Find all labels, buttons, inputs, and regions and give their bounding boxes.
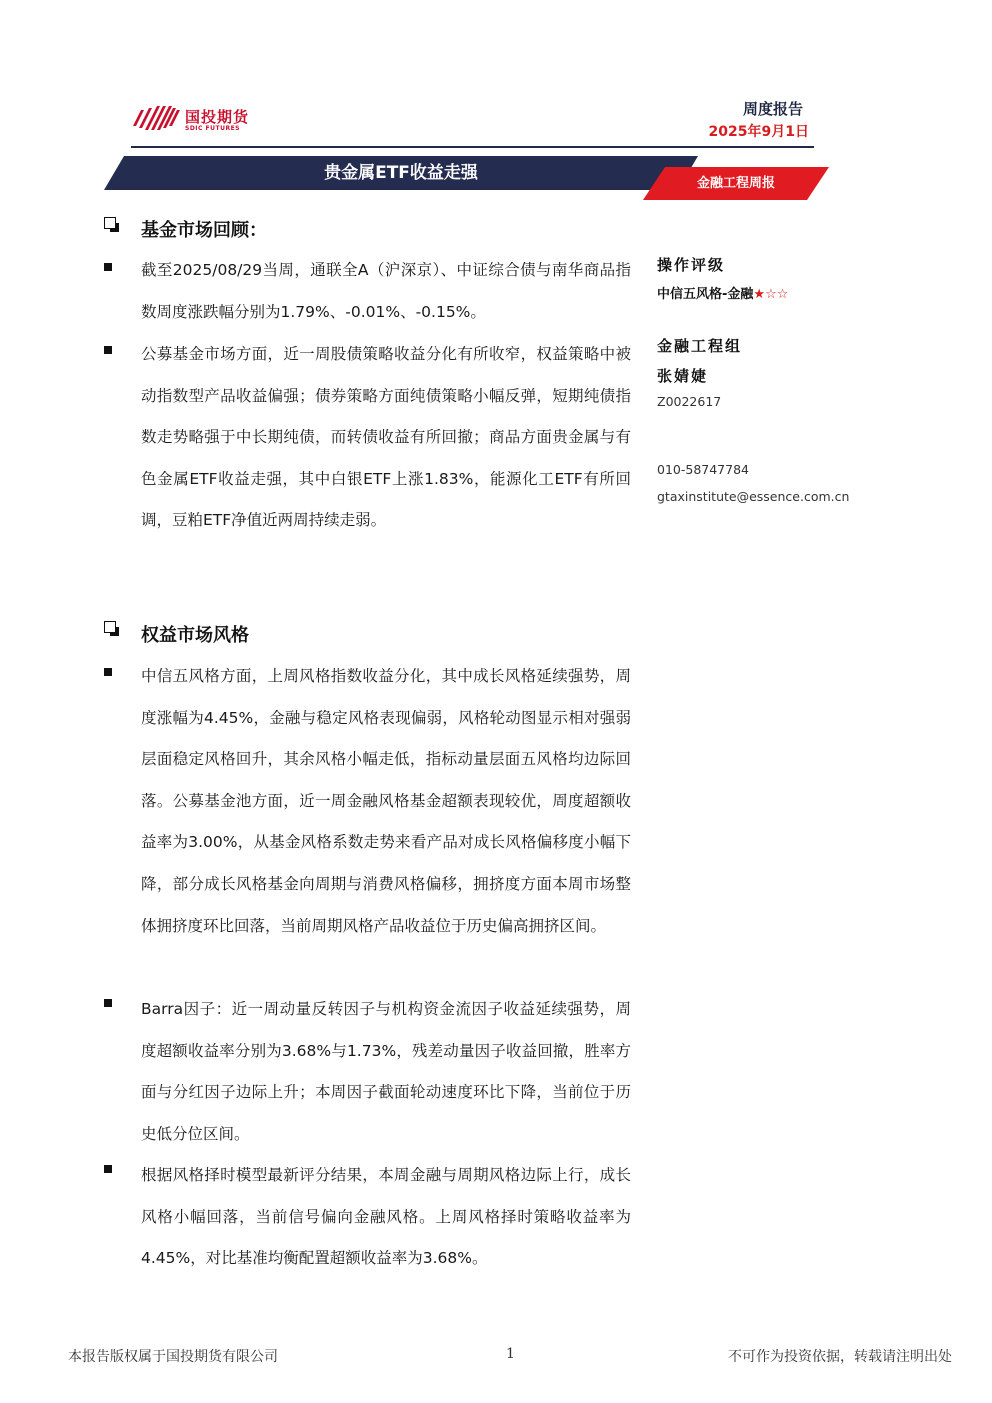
rating-line bbox=[657, 283, 788, 302]
logo-name: 国投期货 bbox=[185, 108, 250, 126]
rating-heading: 操作评级 bbox=[657, 256, 726, 274]
company-logo bbox=[133, 104, 283, 136]
logo-mark-icon bbox=[133, 106, 181, 132]
bullet-square-icon bbox=[104, 1165, 112, 1173]
section-title: 基金市场回顾： bbox=[141, 220, 267, 241]
star-empty-icon: ☆ bbox=[776, 287, 789, 302]
bullet-square-icon bbox=[104, 668, 112, 676]
paragraph: Barra因子：近一周动量反转因子与机构资金流因子收益延续强势，周度超额收益率分别为3.68%与1.73%，残差动量因子收益回撤，胜率方面与分红因子边际上升；本周因子截面轮动速度环比下降，当前位于历史低分位区间。 bbox=[141, 1000, 631, 1143]
section-title: 权益市场风格 bbox=[141, 625, 249, 646]
logo-subtitle: SDIC FUTURES bbox=[185, 125, 241, 132]
analyst-license: Z0022617 bbox=[657, 394, 722, 409]
paragraph: 截至2025/08/29当周，通联全A（沪深京）、中证综合债与南华商品指数周度涨跌幅分别为1.79%、-0.01%、-0.15%。 bbox=[141, 261, 631, 321]
team-name: 金融工程组 bbox=[657, 337, 743, 355]
report-title: 贵金属ETF收益走强 bbox=[324, 163, 478, 183]
report-type: 周度报告 bbox=[742, 100, 803, 118]
star-filled-icon: ★ bbox=[753, 287, 766, 302]
analyst-name: 张婧婕 bbox=[657, 367, 709, 385]
header-divider bbox=[131, 146, 814, 148]
contact-phone: 010-58747784 bbox=[657, 462, 749, 477]
section-checkbox-icon bbox=[104, 621, 116, 633]
category-tag: 金融工程周报 bbox=[696, 176, 775, 191]
paragraph: 根据风格择时模型最新评分结果，本周金融与周期风格边际上行，成长风格小幅回落，当前信号偏向金融风格。上周风格择时策略收益率为4.45%，对比基准均衡配置超额收益率为3.68%。 bbox=[141, 1166, 631, 1268]
paragraph: 中信五风格方面，上周风格指数收益分化，其中成长风格延续强势，周度涨幅为4.45%，金融与稳定风格表现偏弱，风格轮动图显示相对强弱层面稳定风格回升，其余风格小幅走低，指标动量层面五风格均边际回落。公募基金池方面，近一周金融风格基金超额表现较优，周度超额收益率为3.00%，从基金风格系数走势来看产品对成长风格偏移度小幅下降，部分成长风格基金向周期与消费风格偏移，拥挤度方面本周市场整体拥挤度环比回落，当前周期风格产品收益位于历史偏高拥挤区间。 bbox=[141, 667, 631, 935]
report-date: 2025年9月1日 bbox=[708, 124, 809, 140]
page-number: 1 bbox=[506, 1346, 515, 1362]
bullet-square-icon bbox=[104, 999, 112, 1007]
footer-disclaimer: 不可作为投资依据，转载请注明出处 bbox=[728, 1349, 952, 1365]
star-empty-icon: ☆ bbox=[765, 287, 777, 302]
footer-copyright: 本报告版权属于国投期货有限公司 bbox=[68, 1349, 278, 1365]
rating-label: 中信五风格-金融 bbox=[657, 287, 754, 302]
section-checkbox-icon bbox=[104, 217, 116, 229]
paragraph: 公募基金市场方面，近一周股债策略收益分化有所收窄，权益策略中被动指数型产品收益偏强；债券策略方面纯债策略小幅反弹，短期纯债指数走势略强于中长期纯债，而转债收益有所回撤；商品方面贵金属与有色金属ETF收益走强，其中白银ETF上涨1.83%，能源化工ETF有所回调，豆粕ETF净值近两周持续走弱。 bbox=[141, 345, 631, 530]
bullet-square-icon bbox=[104, 263, 112, 271]
bullet-square-icon bbox=[104, 346, 112, 354]
contact-email[interactable]: gtaxinstitute@essence.com.cn bbox=[657, 489, 850, 504]
rating-stars bbox=[753, 287, 788, 302]
